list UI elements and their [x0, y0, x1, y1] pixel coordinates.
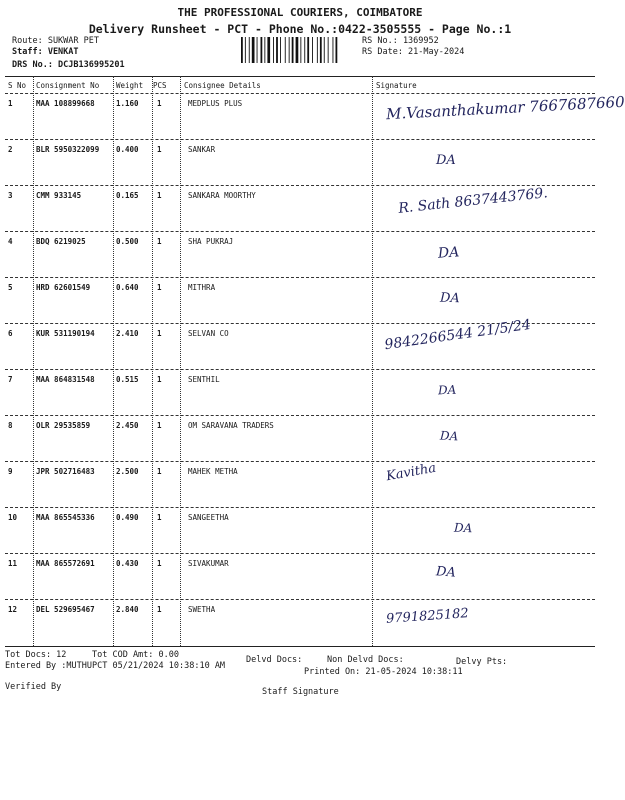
cell-pcs: 1 — [157, 605, 162, 614]
cell-consignment-no: MAA 108899668 — [36, 99, 95, 108]
total-cod-amount: Tot COD Amt: 0.00 — [92, 650, 179, 660]
col-header-pcs: PCS — [153, 81, 167, 90]
delivered-docs: Delvd Docs: — [246, 655, 303, 665]
cell-consignment-no: OLR 29535859 — [36, 421, 91, 430]
cell-consignee: SANGEETHA — [188, 513, 229, 522]
table-top-rule — [5, 76, 595, 77]
total-docs: Tot Docs: 12 — [5, 650, 67, 660]
col-header-consignment: Consignment No — [36, 81, 100, 90]
cell-weight: 0.430 — [116, 559, 139, 568]
cell-sno: 6 — [8, 329, 13, 338]
runsheet-subtitle: Delivery Runsheet - PCT - Phone No.:0422-3505555 - Page No.:1 — [88, 22, 512, 36]
column-divider — [180, 76, 181, 646]
cell-weight: 0.165 — [116, 191, 139, 200]
row-separator — [5, 185, 595, 186]
cell-sno: 10 — [8, 513, 18, 522]
cell-weight: 0.500 — [116, 237, 139, 246]
cell-consignee: SELVAN CO — [188, 329, 229, 338]
row-separator — [5, 553, 595, 554]
drs-number: DRS No.: DCJB136995201 — [12, 60, 125, 70]
cell-consignment-no: CMM 933145 — [36, 191, 82, 200]
rs-date: RS Date: 21-May-2024 — [362, 47, 465, 57]
cell-consignee: SANKARA MOORTHY — [188, 191, 256, 200]
cell-consignee: SIVAKUMAR — [188, 559, 229, 568]
handwritten-signature: DA — [436, 153, 456, 168]
column-divider — [152, 76, 153, 646]
cell-weight: 2.840 — [116, 605, 139, 614]
cell-sno: 11 — [8, 559, 18, 568]
col-header-signature: Signature — [376, 81, 417, 90]
handwritten-signature: R. Sath 8637443769. — [397, 185, 549, 217]
row-separator — [5, 507, 595, 508]
column-divider — [113, 76, 114, 646]
cell-weight: 0.490 — [116, 513, 139, 522]
staff-label: Staff: VENKAT — [12, 47, 79, 57]
cell-weight: 2.410 — [116, 329, 139, 338]
handwritten-signature: DA — [453, 520, 473, 536]
cell-consignment-no: KUR 531190194 — [36, 329, 95, 338]
cell-pcs: 1 — [157, 375, 162, 384]
cell-consignment-no: MAA 864831548 — [36, 375, 95, 384]
cell-pcs: 1 — [157, 467, 162, 476]
cell-pcs: 1 — [157, 145, 162, 154]
cell-sno: 3 — [8, 191, 13, 200]
cell-consignment-no: MAA 865545336 — [36, 513, 95, 522]
handwritten-signature: 9791825182 — [385, 606, 470, 627]
cell-pcs: 1 — [157, 329, 162, 338]
cell-sno: 1 — [8, 99, 13, 108]
row-separator — [5, 415, 595, 416]
cell-consignee: SWETHA — [188, 605, 216, 614]
col-header-weight: Weight — [116, 81, 144, 90]
cell-consignee: MITHRA — [188, 283, 216, 292]
cell-sno: 4 — [8, 237, 13, 246]
cell-consignee: SENTHIL — [188, 375, 220, 384]
cell-pcs: 1 — [157, 191, 162, 200]
header-rule — [5, 93, 595, 94]
cell-consignment-no: HRD 62601549 — [36, 283, 91, 292]
row-separator — [5, 599, 595, 600]
col-header-consignee: Consignee Details — [184, 81, 261, 90]
cell-consignment-no: BDQ 6219025 — [36, 237, 86, 246]
cell-pcs: 1 — [157, 237, 162, 246]
col-header-sno: S No — [8, 81, 27, 90]
column-divider — [33, 76, 34, 646]
cell-weight: 2.450 — [116, 421, 139, 430]
cell-weight: 0.515 — [116, 375, 139, 384]
rs-number: RS No.: 1369952 — [362, 36, 439, 46]
cell-sno: 7 — [8, 375, 13, 384]
table-bottom-rule — [5, 646, 595, 647]
cell-pcs: 1 — [157, 559, 162, 568]
cell-sno: 5 — [8, 283, 13, 292]
staff-signature: Staff Signature — [262, 687, 339, 697]
handwritten-signature: DA — [439, 290, 461, 307]
cell-weight: 1.160 — [116, 99, 139, 108]
entered-by: Entered By :MUTHUPCT 05/21/2024 10:38:10 AM — [5, 661, 226, 671]
row-separator — [5, 369, 595, 370]
cell-consignee: OM SARAVANA TRADERS — [188, 421, 274, 430]
cell-pcs: 1 — [157, 99, 162, 108]
cell-consignment-no: MAA 865572691 — [36, 559, 95, 568]
cell-consignee: SHA PUKRAJ — [188, 237, 234, 246]
cell-consignee: SANKAR — [188, 145, 216, 154]
printed-on: Printed On: 21-05-2024 10:38:11 — [304, 667, 463, 677]
cell-pcs: 1 — [157, 421, 162, 430]
column-divider — [372, 76, 373, 646]
cell-weight: 0.640 — [116, 283, 139, 292]
cell-sno: 8 — [8, 421, 13, 430]
cell-consignment-no: JPR 502716483 — [36, 467, 95, 476]
row-separator — [5, 231, 595, 232]
handwritten-signature: Kavitha — [385, 460, 438, 485]
verified-by: Verified By — [5, 682, 62, 692]
cell-sno: 12 — [8, 605, 18, 614]
handwritten-signature: M.Vasanthakumar 7667687660 — [385, 92, 625, 124]
cell-consignment-no: BLR 5950322099 — [36, 145, 100, 154]
handwritten-signature: DA — [437, 244, 460, 262]
cell-weight: 0.400 — [116, 145, 139, 154]
cell-consignment-no: DEL 529695467 — [36, 605, 95, 614]
cell-pcs: 1 — [157, 513, 162, 522]
cell-sno: 9 — [8, 467, 13, 476]
cell-sno: 2 — [8, 145, 13, 154]
handwritten-signature: 9842266544 21/5/24 — [383, 316, 532, 354]
cell-consignee: MEDPLUS PLUS — [188, 99, 243, 108]
row-separator — [5, 461, 595, 462]
handwritten-signature: DA — [437, 382, 457, 398]
route-label: Route: SUKWAR PET — [12, 36, 99, 46]
delivery-points: Delvy Pts: — [456, 657, 508, 667]
handwritten-signature: DA — [435, 564, 457, 581]
row-separator — [5, 139, 595, 140]
cell-consignee: MAHEK METHA — [188, 467, 238, 476]
non-delivered-docs: Non Delvd Docs: — [327, 655, 404, 665]
cell-weight: 2.500 — [116, 467, 139, 476]
handwritten-signature: DA — [439, 428, 459, 444]
cell-pcs: 1 — [157, 283, 162, 292]
company-title: THE PROFESSIONAL COURIERS, COIMBATORE — [177, 6, 423, 19]
row-separator — [5, 277, 595, 278]
barcode-image — [240, 37, 355, 63]
